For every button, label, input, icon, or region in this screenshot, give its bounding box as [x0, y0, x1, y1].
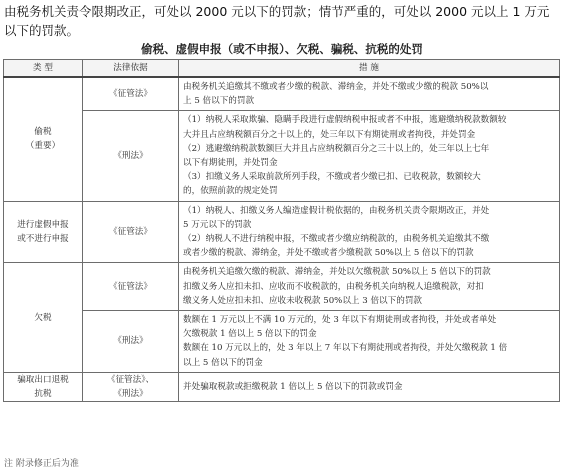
table-row: [4, 263, 560, 311]
table-row: [4, 77, 560, 111]
measure-cell: 由税务机关追缴欠缴的税款、滞纳金，并处以欠缴税款 50%以上 5 倍以下的罚款 扣缴义务人应扣未扣、应收而不收税款的，由税务机关向纳税人追缴税款，对扣 缴义务人处应扣未扣、应收未收税款 50%以上 3 倍以下的罚款: [179, 263, 560, 311]
basis-criminal-law: 《刑法》: [83, 111, 179, 201]
type-tax-evasion: 偷税 （重要）: [4, 77, 83, 201]
measure-cell: 由税务机关追缴其不缴或者少缴的税款、滞纳金，并处不缴或少缴的税款 50%以 上 5 倍以下的罚款: [179, 77, 560, 111]
basis-admin-law: 《征管法》: [83, 201, 179, 263]
type-tax-arrears: 欠税: [4, 263, 83, 372]
header-measures: 措 施: [179, 60, 560, 78]
header-legal-basis: 法律依据: [83, 60, 179, 78]
type-false-declaration: 进行虚假申报 或不进行申报: [4, 201, 83, 263]
header-type: 类 型: [4, 60, 83, 78]
measure-cell: 并处骗取税款或拒缴税款 1 倍以上 5 倍以下的罚款或罚金: [179, 372, 560, 401]
basis-criminal-law: 《刑法》: [83, 311, 179, 373]
basis-admin-law: 《征管法》: [83, 263, 179, 311]
table-row: [4, 311, 560, 373]
table-header-row: [4, 60, 560, 78]
measure-cell: （1）纳税人、扣缴义务人编造虚假计税依据的，由税务机关责令限期改正，并处 5 万元以下的罚款 （2）纳税人不进行纳税申报，不缴或者少缴应纳税款的，由税务机关追缴其不缴 或者少缴的税款、滞纳金，并处不缴或者少缴税款 50%以上 5 倍以下的罚款: [179, 201, 560, 263]
measure-cell: （1）纳税人采取欺骗、隐瞒手段进行虚假纳税申报或者不申报，逃避缴纳税款数额较 大并且占应纳税额百分之十以上的，处三年以下有期徒刑或者拘役，并处罚金 （2）逃避缴纳税款数额巨大并且占应纳税额百分之三十以上的，处三年以上七年 以下有期徒刑，并处罚金 （3）扣缴义务人采取前款所列手段，不缴或者少缴已扣、已收税款，数额较大 的，依照前款的规定处罚: [179, 111, 560, 201]
measure-cell: 数额在 1 万元以上不满 10 万元的，处 3 年以下有期徒刑或者拘役，并处或者单处 欠缴税款 1 倍以上 5 倍以下的罚金 数额在 10 万元以上的，处 3 年以上 7 年以下有期徒刑或者拘役，并处欠缴税款 1 倍 以上 5 倍以下的罚金: [179, 311, 560, 373]
basis-admin-and-criminal-law: 《征管法》、 《刑法》: [83, 372, 179, 401]
table-title: 偷税、虚假申报（或不申报）、欠税、骗税、抗税的处罚: [141, 42, 423, 56]
table-row: [4, 372, 560, 401]
footer-note: 注 附录修正后为准: [4, 459, 79, 469]
penalty-table: [3, 59, 560, 402]
table-row: [4, 201, 560, 263]
type-tax-fraud: 骗取出口退税 抗税: [4, 372, 83, 401]
table-row: [4, 111, 560, 201]
basis-admin-law: 《征管法》: [83, 77, 179, 111]
intro-paragraph: 由税务机关责令限期改正，可处以 2000 元以下的罚款；情节严重的，可处以 2000 元以上 1 万元以下的罚款。: [4, 4, 550, 38]
